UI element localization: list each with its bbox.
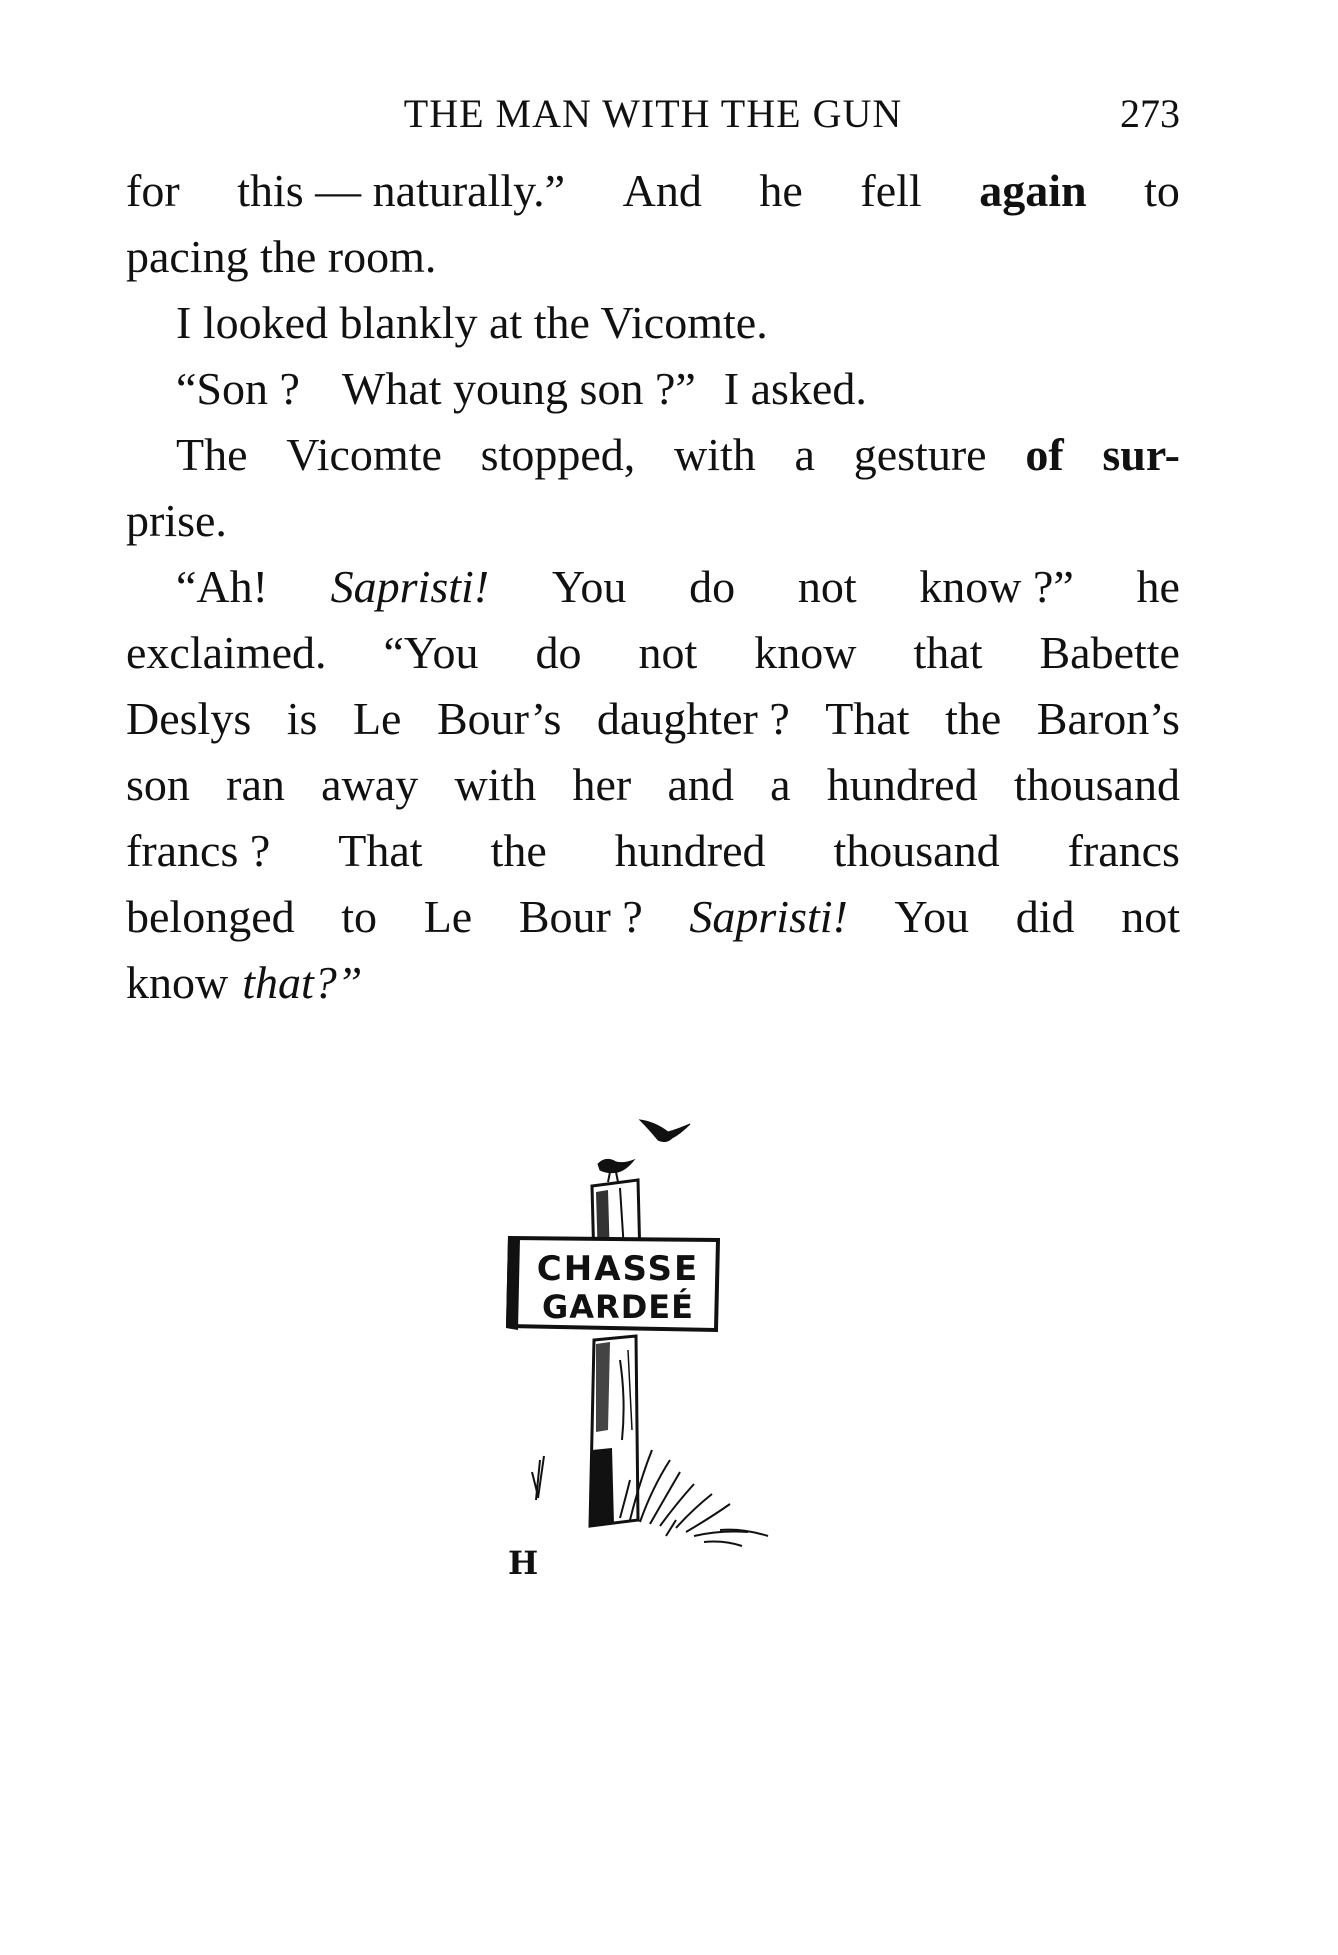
word: with (674, 429, 756, 480)
running-title: THE MAN WITH THE GUN (403, 91, 903, 136)
word: know ?” (919, 561, 1074, 612)
word: Deslys (126, 693, 252, 744)
word: not (1121, 891, 1180, 942)
word: he (1136, 561, 1180, 612)
word: do (535, 627, 582, 678)
word: thousand (833, 825, 1000, 876)
text-line (126, 686, 1180, 752)
word: Sapristi! (689, 891, 848, 942)
text-line (126, 290, 1180, 356)
text-line (126, 884, 1180, 950)
word: to (341, 891, 378, 942)
word: You (551, 561, 627, 612)
word: not (797, 561, 857, 612)
flying-bird-icon (640, 1120, 690, 1142)
illustrator-monogram: H (508, 1544, 539, 1580)
word: with (454, 759, 537, 810)
perched-bird-icon (598, 1159, 634, 1182)
word: Le (423, 891, 473, 942)
text-line (126, 158, 1180, 224)
word: “You (383, 627, 479, 678)
word: pacing the room. (126, 231, 437, 282)
word: Bour ? (518, 891, 643, 942)
word: and (667, 759, 734, 810)
word: I asked. (723, 363, 867, 414)
text-line (126, 554, 1180, 620)
word: francs ? (126, 825, 271, 876)
word: know (126, 957, 229, 1008)
grass (532, 1450, 768, 1546)
post (590, 1180, 640, 1526)
word: for (126, 165, 180, 216)
sign-text-line-1: CHASSE (536, 1249, 700, 1289)
signpost-drawing (480, 1100, 840, 1580)
page-number: 273 (1120, 91, 1180, 136)
word: hundred (826, 759, 978, 810)
word: prise. (126, 495, 227, 546)
word: I looked blankly at the Vicomte. (176, 297, 768, 348)
signpost-illustration (480, 1100, 840, 1580)
word: hundred (614, 825, 766, 876)
running-head (126, 90, 1180, 140)
word: sur- (1102, 429, 1180, 480)
word: “Ah! (176, 561, 268, 612)
sign-board (506, 1236, 718, 1330)
word: again (979, 165, 1087, 216)
text-line (126, 224, 1180, 290)
text-line (126, 620, 1180, 686)
word: That (338, 825, 423, 876)
word: francs (1067, 825, 1180, 876)
word: “Son ? (176, 363, 300, 414)
text-line (126, 818, 1180, 884)
word: this — naturally.” (237, 165, 566, 216)
word: Vicomte (286, 429, 442, 480)
word: You (894, 891, 970, 942)
word: not (638, 627, 698, 678)
word: do (689, 561, 736, 612)
word: gesture (853, 429, 987, 480)
word: exclaimed. (126, 627, 327, 678)
word: that (913, 627, 983, 678)
word: Bour’s (436, 693, 562, 744)
word: The (176, 429, 248, 480)
word: ran (226, 759, 285, 810)
text-line (126, 752, 1180, 818)
word: What young son ?” (341, 363, 696, 414)
word: that?” (242, 957, 363, 1008)
word: know (754, 627, 857, 678)
word: Baron’s (1036, 693, 1180, 744)
text-line (126, 422, 1180, 488)
word: did (1015, 891, 1075, 942)
sign-text-line-2: GARDEÉ (542, 1288, 694, 1326)
word: a (770, 759, 791, 810)
word: a (794, 429, 815, 480)
word: That (825, 693, 910, 744)
word: he (759, 165, 803, 216)
word: the (945, 693, 1002, 744)
word: daughter ? (596, 693, 790, 744)
word: Le (352, 693, 402, 744)
word: Babette (1039, 627, 1180, 678)
word: her (572, 759, 632, 810)
word: away (321, 759, 419, 810)
word: belonged (126, 891, 295, 942)
word: And (622, 165, 702, 216)
word: is (286, 693, 318, 744)
word: fell (860, 165, 922, 216)
word: stopped, (480, 429, 636, 480)
word: son (126, 759, 190, 810)
word: of (1025, 429, 1064, 480)
text-line (126, 488, 1180, 554)
word: Sapristi! (330, 561, 490, 612)
word: thousand (1013, 759, 1180, 810)
word: to (1144, 165, 1180, 216)
word: the (490, 825, 547, 876)
text-line (126, 356, 1180, 422)
text-line (126, 950, 1180, 1016)
body-text (126, 158, 1180, 1016)
